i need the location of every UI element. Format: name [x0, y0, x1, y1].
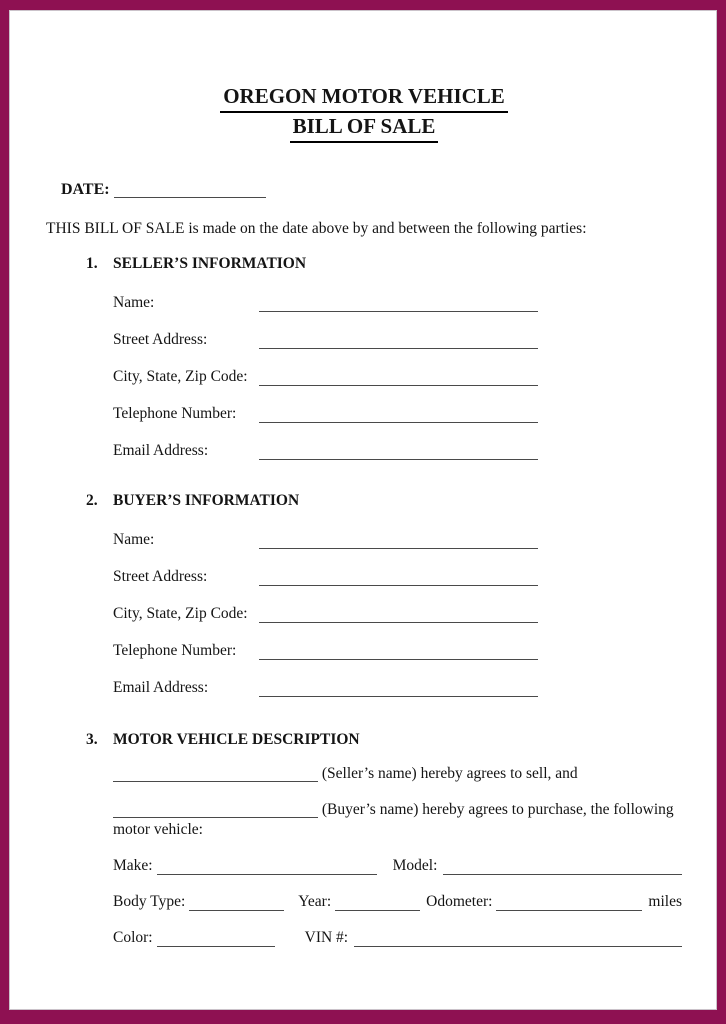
seller-city-label: City, State, Zip Code:	[113, 368, 248, 385]
buyer-city-label: City, State, Zip Code:	[113, 605, 248, 622]
date-label: DATE:	[61, 181, 110, 198]
body-year-odometer-row	[113, 891, 682, 911]
buyer-name-fill-blank[interactable]	[113, 805, 318, 818]
section-vehicle-title: MOTOR VEHICLE DESCRIPTION	[113, 731, 360, 748]
buyer-street-blank[interactable]	[259, 566, 538, 586]
seller-street-row	[113, 329, 682, 349]
date-blank[interactable]	[114, 185, 266, 198]
color-blank[interactable]	[157, 927, 275, 947]
buyer-phone-label: Telephone Number:	[113, 642, 237, 659]
make-blank[interactable]	[157, 855, 377, 875]
body-type-label: Body Type:	[113, 893, 186, 910]
seller-street-blank[interactable]	[259, 329, 538, 349]
odometer-label: Odometer:	[426, 893, 493, 910]
seller-street-label: Street Address:	[113, 331, 208, 348]
seller-clause-text: (Seller’s name) hereby agrees to sell, and	[321, 765, 578, 782]
odometer-blank[interactable]	[496, 891, 642, 911]
section-seller-title: SELLER’S INFORMATION	[113, 255, 307, 272]
buyer-city-row	[113, 603, 682, 623]
seller-email-blank[interactable]	[259, 440, 538, 460]
buyer-street-label: Street Address:	[113, 568, 208, 585]
buyer-street-row	[113, 566, 682, 586]
buyer-name-label: Name:	[113, 531, 155, 548]
title-line-1: OREGON MOTOR VEHICLE	[220, 83, 508, 113]
section-seller-heading	[86, 255, 682, 273]
section-vehicle-number: 3.	[86, 731, 98, 748]
title-line-2: BILL OF SALE	[290, 113, 439, 143]
section-buyer-heading	[86, 492, 682, 510]
buyer-email-blank[interactable]	[259, 677, 538, 697]
seller-name-row	[113, 292, 682, 312]
section-seller-number: 1.	[86, 255, 98, 272]
year-blank[interactable]	[335, 891, 420, 911]
seller-city-row	[113, 366, 682, 386]
buyer-email-label: Email Address:	[113, 679, 209, 696]
seller-phone-blank[interactable]	[259, 403, 538, 423]
buyer-phone-blank[interactable]	[259, 640, 538, 660]
date-row	[61, 181, 682, 199]
seller-name-fill-blank[interactable]	[113, 769, 318, 782]
seller-city-blank[interactable]	[259, 366, 538, 386]
buyer-name-blank[interactable]	[259, 529, 538, 549]
seller-email-label: Email Address:	[113, 442, 209, 459]
buyer-phone-row	[113, 640, 682, 660]
seller-name-blank[interactable]	[259, 292, 538, 312]
seller-phone-row	[113, 403, 682, 423]
buyer-fields	[113, 529, 682, 697]
body-type-blank[interactable]	[189, 891, 284, 911]
model-blank[interactable]	[443, 855, 682, 875]
seller-clause-row	[113, 765, 682, 783]
make-model-row	[113, 855, 682, 875]
intro-paragraph: THIS BILL OF SALE is made on the date above by and between the following parties:	[46, 220, 587, 237]
buyer-clause-continuation: motor vehicle:	[113, 821, 203, 838]
seller-phone-label: Telephone Number:	[113, 405, 237, 422]
document-page	[9, 10, 717, 1010]
seller-name-label: Name:	[113, 294, 155, 311]
document-title	[46, 83, 682, 143]
buyer-name-row	[113, 529, 682, 549]
section-buyer-number: 2.	[86, 492, 98, 509]
seller-email-row	[113, 440, 682, 460]
buyer-email-row	[113, 677, 682, 697]
color-vin-row	[113, 927, 682, 947]
buyer-clause-row	[113, 801, 682, 819]
seller-fields	[113, 292, 682, 460]
make-label: Make:	[113, 857, 153, 874]
section-vehicle-heading	[86, 731, 682, 749]
vin-label: VIN #:	[304, 929, 349, 946]
model-label: Model:	[392, 857, 438, 874]
vin-blank[interactable]	[354, 927, 682, 947]
section-buyer-title: BUYER’S INFORMATION	[113, 492, 300, 509]
buyer-clause-text: (Buyer’s name) hereby agrees to purchase, the following	[321, 801, 674, 818]
miles-suffix: miles	[648, 893, 682, 910]
color-label: Color:	[113, 929, 153, 946]
buyer-city-blank[interactable]	[259, 603, 538, 623]
year-label: Year:	[298, 893, 332, 910]
